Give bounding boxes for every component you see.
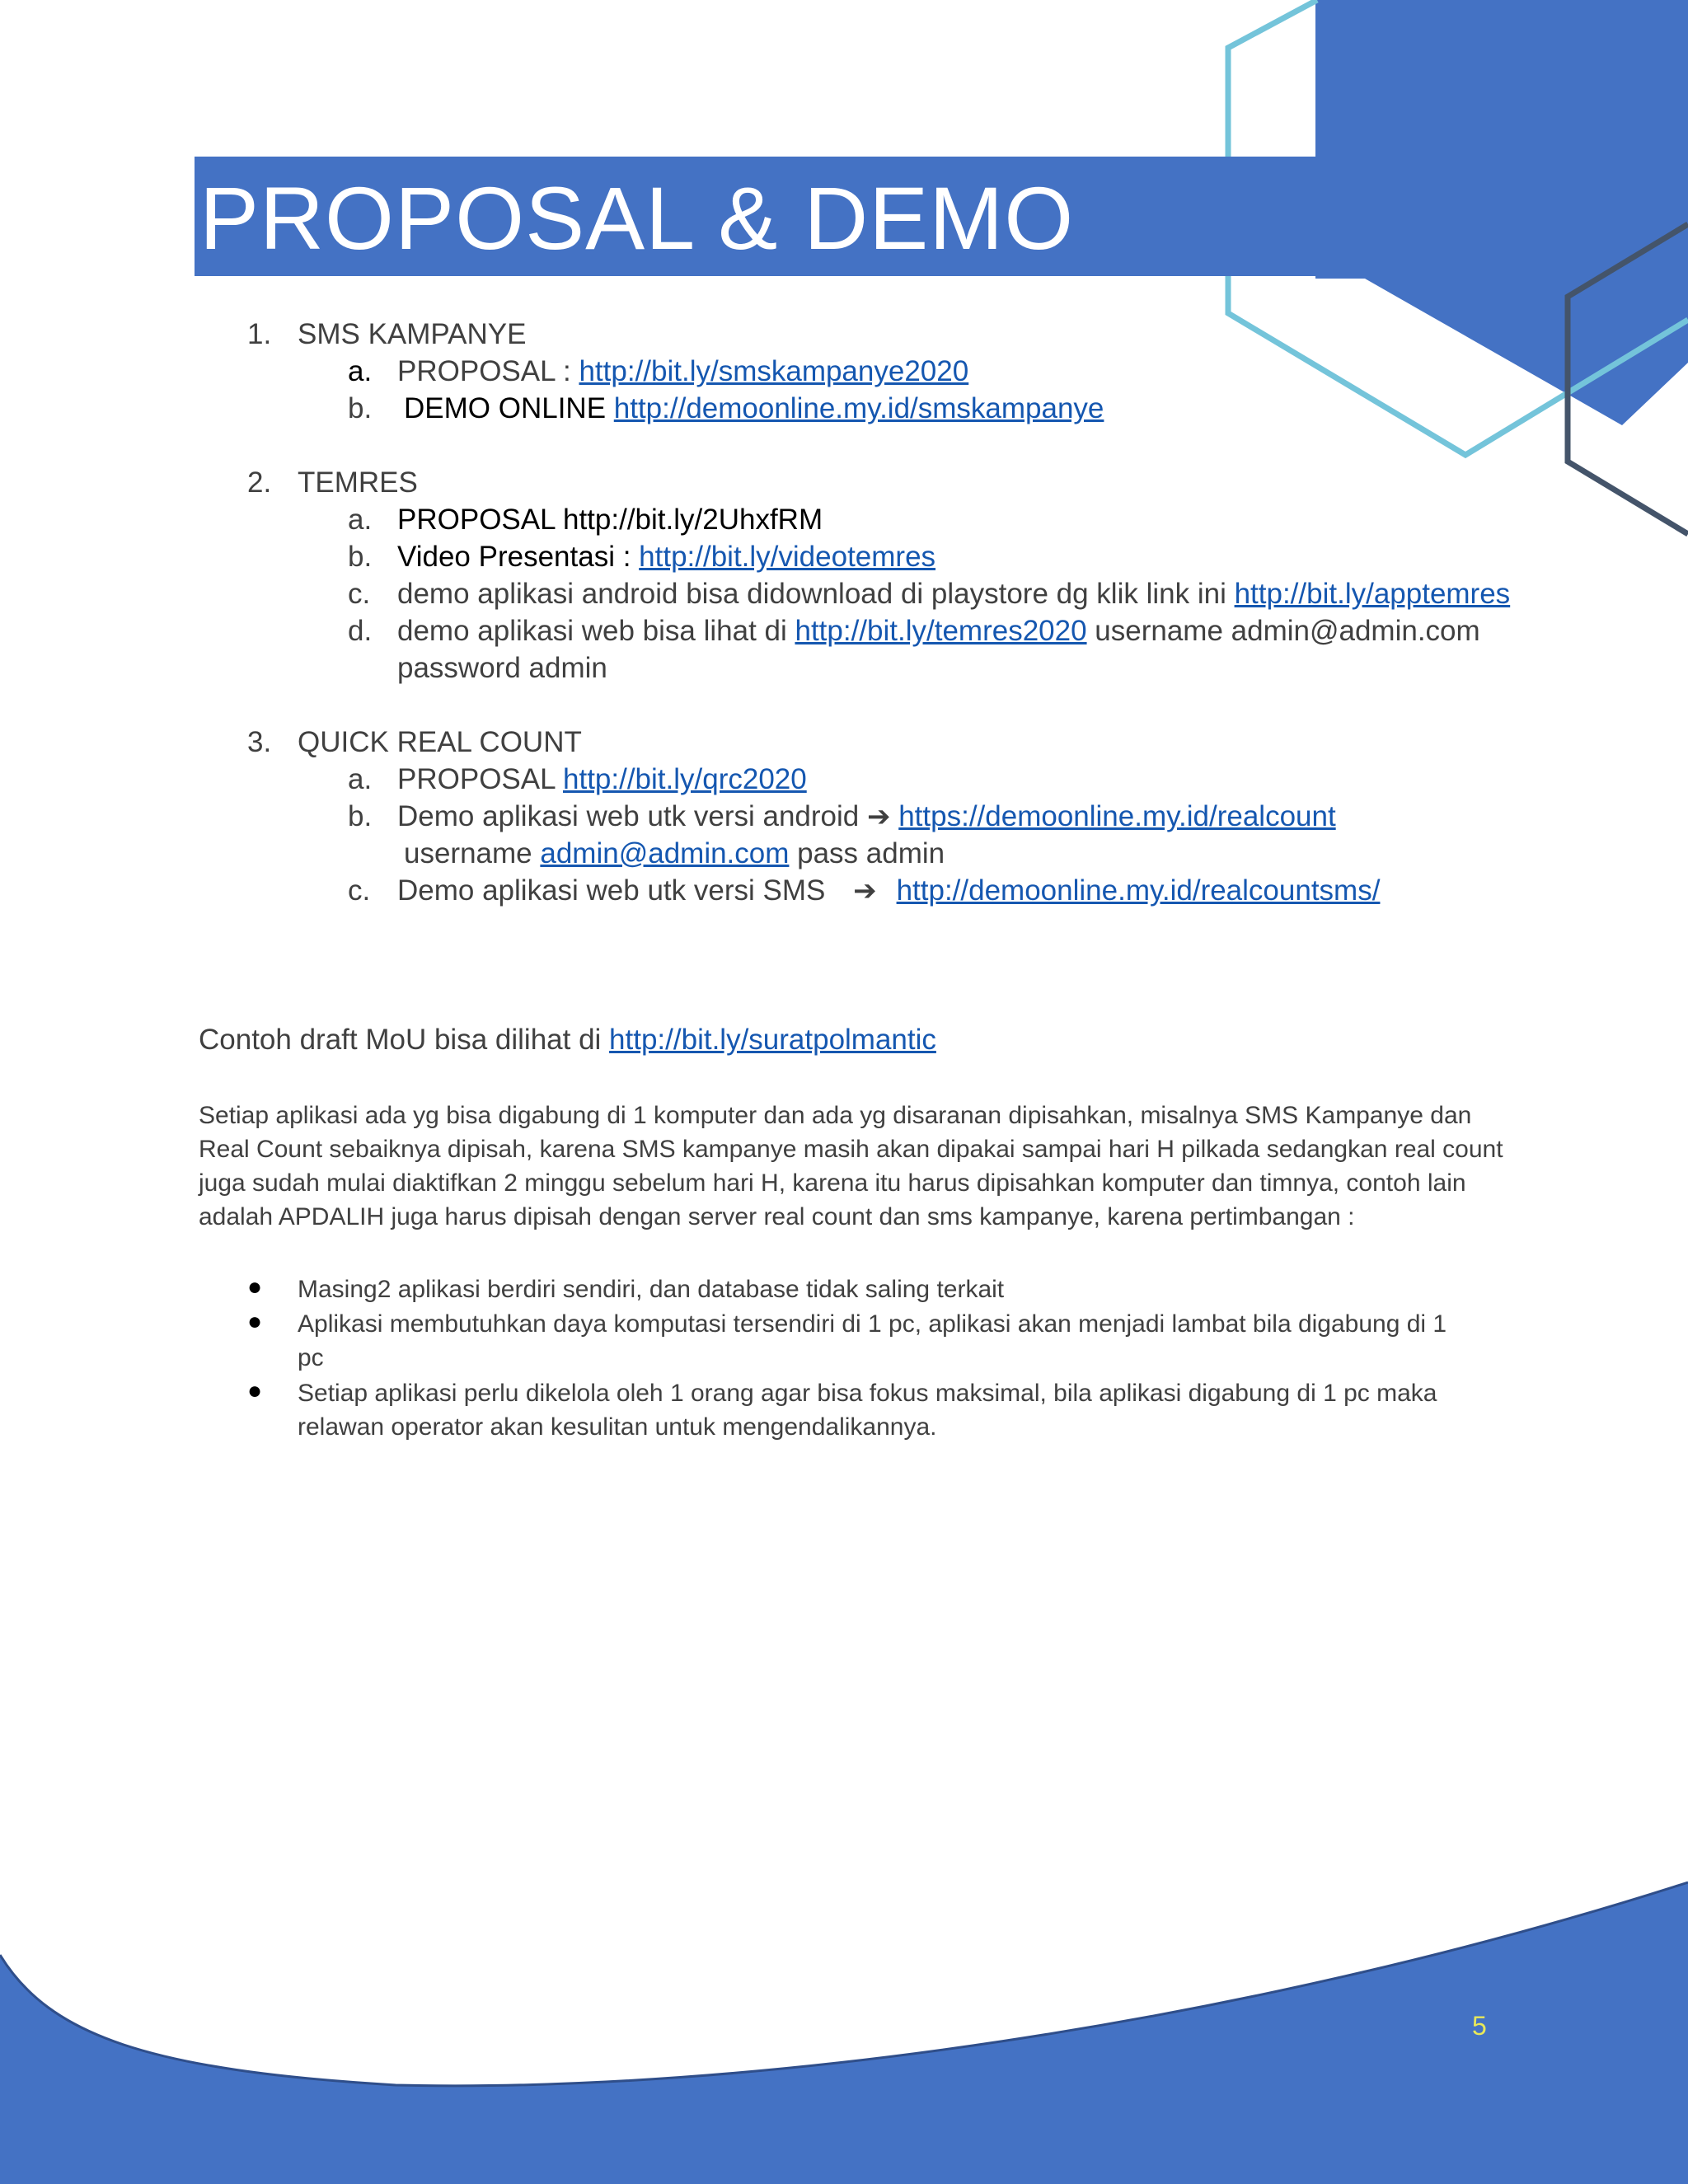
section-2-item-c-letter: c. xyxy=(348,578,371,610)
bullet-2-line-2: pc xyxy=(298,1344,324,1371)
section-3-item-b xyxy=(397,799,1336,835)
section-3-item-b-line2 xyxy=(404,836,945,872)
bullet-2-line-1: Aplikasi membutuhkan daya komputasi tersendiri di 1 pc, aplikasi akan menjadi lambat bila digabung di 1 xyxy=(298,1310,1447,1338)
link-apptemres[interactable]: http://bit.ly/apptemres xyxy=(1234,578,1511,610)
paragraph-line-4: adalah APDALIH juga harus dipisah dengan server real count dan sms kampanye, karena pertimbangan : xyxy=(199,1203,1355,1230)
section-3-item-b-letter: b. xyxy=(348,800,373,832)
item-text: Video Presentasi : xyxy=(397,541,640,573)
item-text: demo aplikasi android bisa didownload di playstore dg klik link ini xyxy=(397,578,1235,610)
section-2-title: TEMRES xyxy=(298,466,418,499)
item-text: DEMO ONLINE xyxy=(404,392,614,424)
section-1-item-a xyxy=(397,354,968,390)
item-text: demo aplikasi web bisa lihat di xyxy=(397,615,795,647)
section-2-item-a-letter: a. xyxy=(348,504,373,536)
bullet-3-line-2: relawan operator akan kesulitan untuk mengendalikannya. xyxy=(298,1413,937,1441)
section-2-number: 2. xyxy=(247,466,272,499)
bullet-1-line-1: Masing2 aplikasi berdiri sendiri, dan database tidak saling terkait xyxy=(298,1276,1005,1303)
link-video-temres[interactable]: http://bit.ly/videotemres xyxy=(639,541,936,573)
section-2-item-d-line2: password admin xyxy=(397,652,607,684)
blue-hexagon-shape xyxy=(1315,0,1688,425)
mou-line xyxy=(199,1022,936,1058)
section-3-item-a xyxy=(397,762,807,798)
section-3-title: QUICK REAL COUNT xyxy=(298,726,582,758)
section-1-item-b-letter: b. xyxy=(348,392,373,424)
link-qrc2020[interactable]: http://bit.ly/qrc2020 xyxy=(563,763,807,795)
section-2-item-c xyxy=(397,576,1510,612)
arrow-right-icon: ➔ xyxy=(853,875,877,907)
section-2-item-d xyxy=(397,613,1480,649)
link-suratpolmantic[interactable]: http://bit.ly/suratpolmantic xyxy=(609,1024,936,1056)
arrow-right-icon: ➔ xyxy=(866,801,891,832)
bullet-3-line-1: Setiap aplikasi perlu dikelola oleh 1 orang agar bisa fokus maksimal, bila aplikasi digabung di 1 pc maka xyxy=(298,1380,1437,1407)
paragraph-line-2: Real Count sebaiknya dipisah, karena SMS kampanye masih akan dipakai sampai hari H pilkada sedangkan real count xyxy=(199,1136,1503,1163)
bullet-dot-icon: ● xyxy=(247,1377,263,1404)
item-text: PROPOSAL xyxy=(397,763,563,795)
item-text-after: username admin@admin.com xyxy=(1086,615,1480,647)
item-text: Demo aplikasi web utk versi SMS xyxy=(397,874,834,907)
section-2-item-a: PROPOSAL http://bit.ly/2UhxfRM xyxy=(397,504,823,536)
item-text: username xyxy=(404,837,541,869)
section-2-item-b xyxy=(397,539,935,575)
section-3-item-a-letter: a. xyxy=(348,763,373,795)
section-1-title: SMS KAMPANYE xyxy=(298,318,527,350)
link-temres2020[interactable]: http://bit.ly/temres2020 xyxy=(795,615,1087,647)
section-3-item-c-letter: c. xyxy=(348,874,371,907)
link-admin-email[interactable]: admin@admin.com xyxy=(540,837,790,869)
bullet-dot-icon: ● xyxy=(247,1273,263,1301)
link-smskampanye-demo[interactable]: http://demoonline.my.id/smskampanye xyxy=(613,392,1104,424)
item-text-after: pass admin xyxy=(789,837,945,869)
section-1-item-b xyxy=(404,391,1104,427)
mou-text: Contoh draft MoU bisa dilihat di xyxy=(199,1024,610,1056)
link-realcountsms[interactable]: http://demoonline.my.id/realcountsms/ xyxy=(896,874,1381,907)
link-smskampanye-proposal[interactable]: http://bit.ly/smskampanye2020 xyxy=(579,355,969,387)
paragraph-line-3: juga sudah mulai diaktifkan 2 minggu sebelum hari H, karena itu harus dipisahkan komputer dan timnya, contoh lain xyxy=(199,1169,1466,1197)
item-text: PROPOSAL : xyxy=(397,355,579,387)
link-realcount[interactable]: https://demoonline.my.id/realcount xyxy=(898,800,1336,832)
section-2-item-b-letter: b. xyxy=(348,541,373,573)
section-3-item-c xyxy=(397,873,1380,909)
section-1-number: 1. xyxy=(247,318,272,350)
section-1-item-a-letter: a. xyxy=(348,355,373,387)
bullet-dot-icon: ● xyxy=(247,1308,263,1335)
page-number: 5 xyxy=(1472,2011,1487,2041)
item-text: Demo aplikasi web utk versi android xyxy=(397,800,867,832)
page-title: PROPOSAL & DEMO xyxy=(199,168,1075,268)
paragraph-line-1: Setiap aplikasi ada yg bisa digabung di 1 komputer dan ada yg disaranan dipisahkan, misalnya SMS Kampanye dan xyxy=(199,1102,1472,1129)
section-2-item-d-letter: d. xyxy=(348,615,373,647)
bottom-wave-shape xyxy=(0,1882,1688,2184)
section-3-number: 3. xyxy=(247,726,272,758)
